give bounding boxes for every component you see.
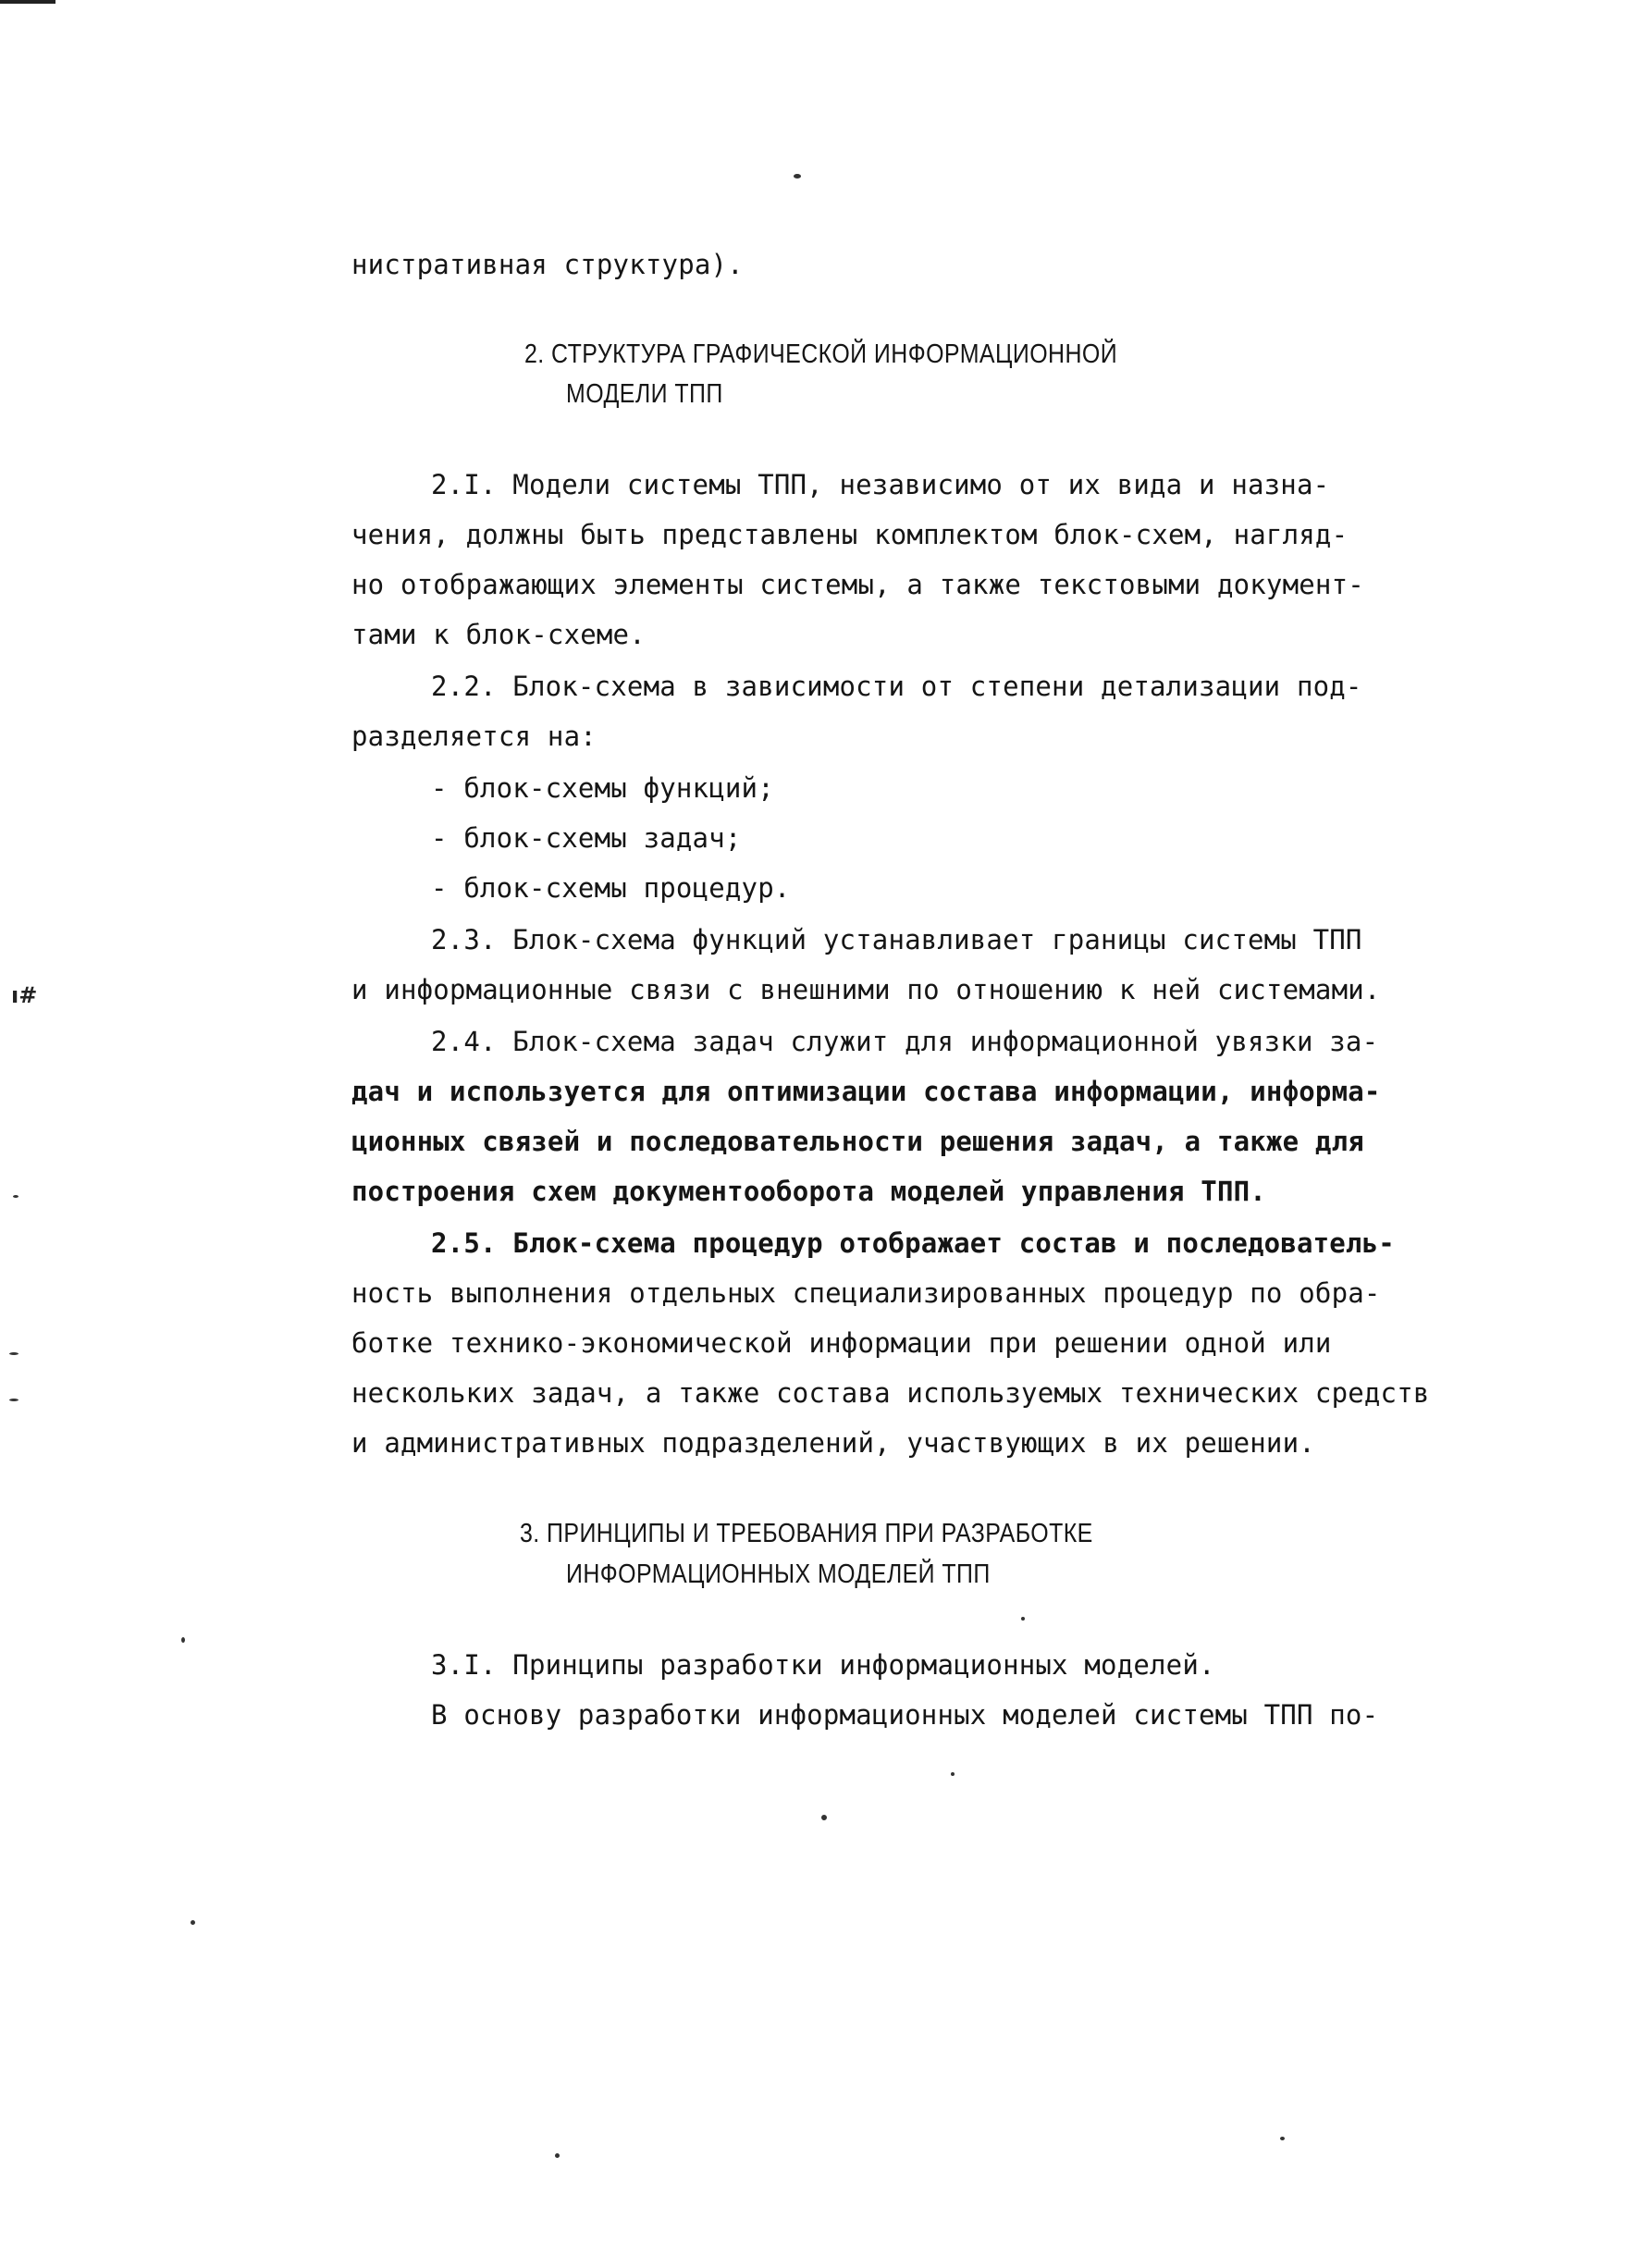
- list-item: - блок-схемы процедур.: [431, 872, 791, 904]
- scan-speck: [181, 1637, 185, 1643]
- section-3-title-line-2: ИНФОРМАЦИОННЫХ МОДЕЛЕЙ ТПП: [566, 1559, 991, 1589]
- margin-mark: ı#: [11, 982, 38, 1008]
- paragraph-2-1-line: 2.I. Модели системы ТПП, независимо от их вида и назна-: [431, 469, 1330, 500]
- paragraph-2-1-line: тами к блок-схеме.: [351, 619, 646, 650]
- list-item: - блок-схемы функций;: [431, 772, 774, 804]
- paragraph-2-1-line: чения, должны быть представлены комплектом блок-схем, нагляд-: [351, 519, 1349, 550]
- section-2-title-line-2: МОДЕЛИ ТПП: [566, 379, 723, 409]
- scan-speck: [1021, 1617, 1025, 1621]
- scan-speck: [13, 1195, 18, 1198]
- scan-speck: [191, 1920, 195, 1925]
- section-3-title-line-1: 3. ПРИНЦИПЫ И ТРЕБОВАНИЯ ПРИ РАЗРАБОТКЕ: [520, 1519, 1093, 1548]
- top-edge-mark: [0, 0, 55, 4]
- paragraph-2-5-line: нескольких задач, а также состава используемых технических средств: [351, 1377, 1430, 1409]
- paragraph-2-5-line: и административных подразделений, участвующих в их решении.: [351, 1427, 1315, 1459]
- scan-speck: [555, 2153, 560, 2158]
- paragraph-2-2-line: разделяется на:: [351, 721, 597, 752]
- list-item: - блок-схемы задач;: [431, 822, 742, 854]
- paragraph-2-4-line: ционных связей и последовательности решения задач, а также для: [351, 1126, 1364, 1157]
- scan-speck: [794, 174, 801, 179]
- paragraph-2-5-line: ность выполнения отдельных специализированных процедур по обра-: [351, 1277, 1381, 1309]
- scan-speck: [9, 1352, 18, 1355]
- paragraph-2-4-line: 2.4. Блок-схема задач служит для информационной увязки за-: [431, 1026, 1379, 1057]
- scan-speck: [1280, 2137, 1285, 2140]
- paragraph-2-4-line: дач и используется для оптимизации состава информации, информа-: [351, 1076, 1381, 1107]
- paragraph-2-3-line: и информационные связи с внешними по отношению к ней системами.: [351, 974, 1381, 1005]
- scan-speck: [951, 1772, 955, 1776]
- paragraph-3-1-line: 3.I. Принципы разработки информационных моделей.: [431, 1649, 1215, 1681]
- paragraph-2-3-line: 2.3. Блок-схема функций устанавливает границы системы ТПП: [431, 924, 1362, 955]
- scan-speck: [821, 1815, 827, 1820]
- paragraph-2-1-line: но отображающих элементы системы, а также текстовыми документ-: [351, 569, 1364, 600]
- paragraph-3-1-line: В основу разработки информационных моделей системы ТПП по-: [431, 1699, 1379, 1731]
- scan-speck: [9, 1399, 18, 1401]
- section-2-title-line-1: 2. СТРУКТУРА ГРАФИЧЕСКОЙ ИНФОРМАЦИОННОЙ: [524, 339, 1118, 369]
- paragraph-2-2-line: 2.2. Блок-схема в зависимости от степени детализации под-: [431, 671, 1362, 702]
- paragraph-2-5-line: 2.5. Блок-схема процедур отображает состав и последователь-: [431, 1227, 1395, 1259]
- paragraph-2-5-line: ботке технико-экономической информации при решении одной или: [351, 1327, 1332, 1359]
- paragraph-2-4-line: построения схем документооборота моделей управления ТПП.: [351, 1176, 1266, 1207]
- continuation-line: нистративная структура).: [351, 249, 744, 280]
